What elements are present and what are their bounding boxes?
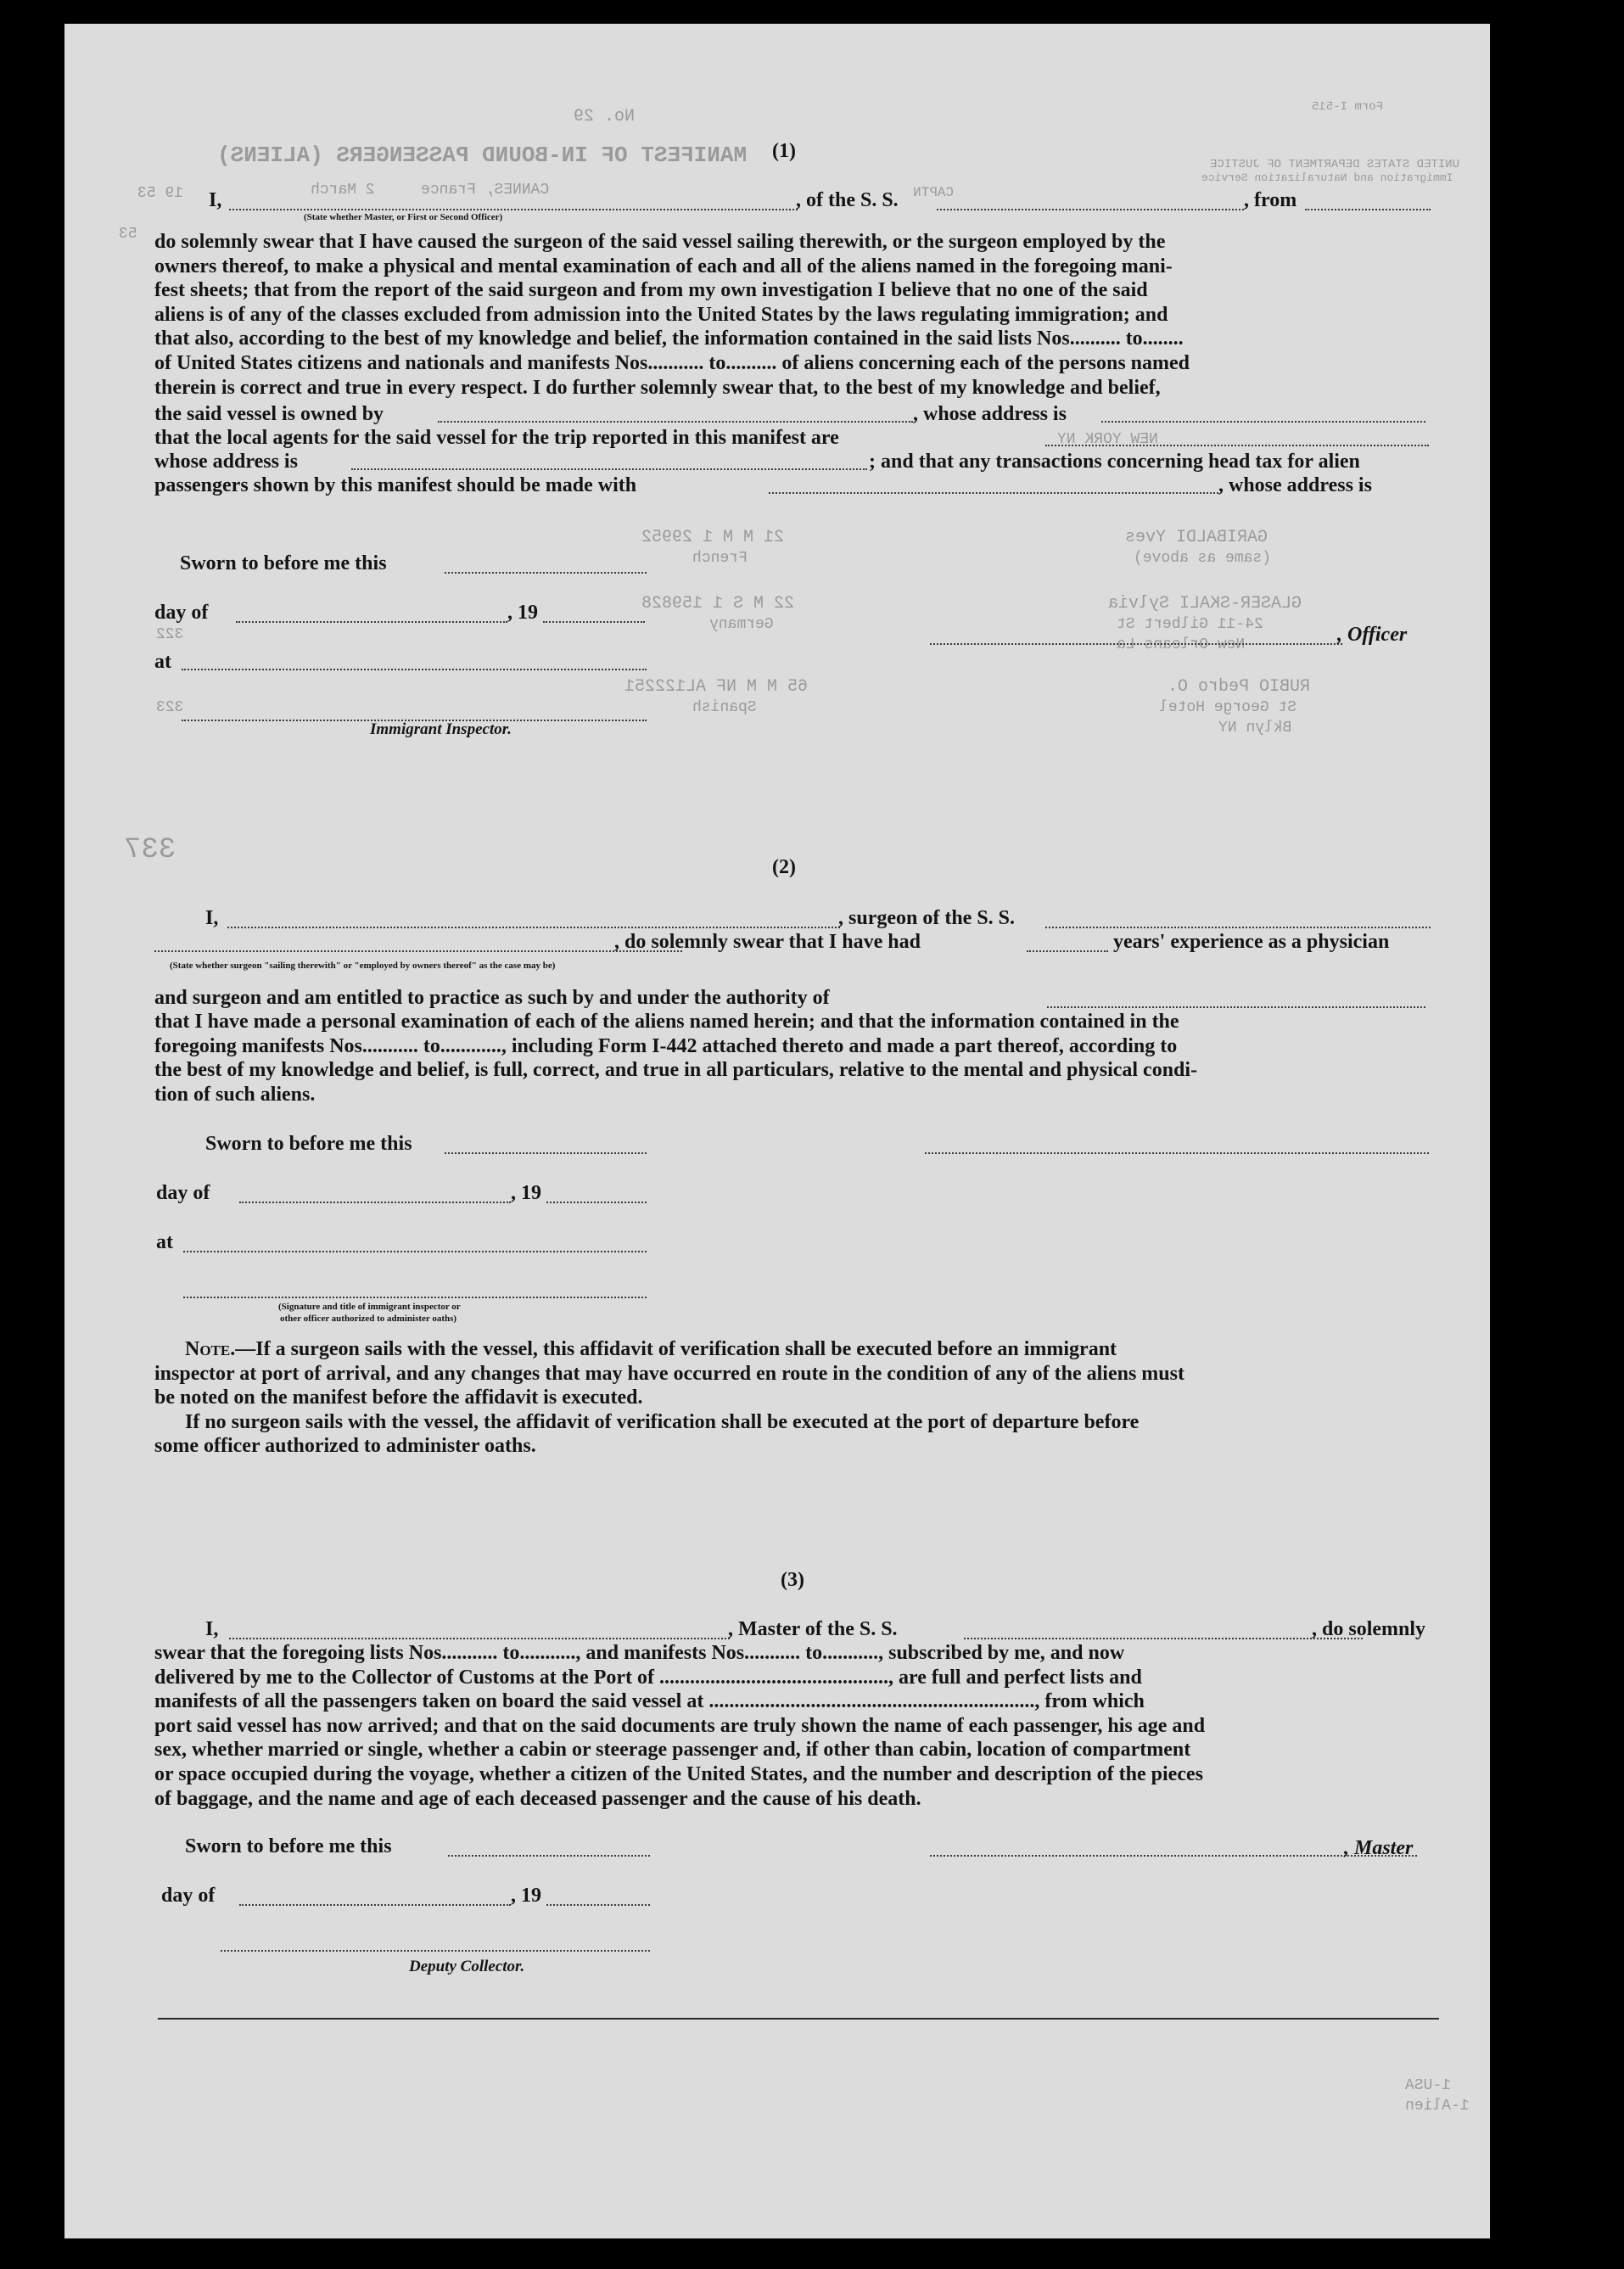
s1-at-blank [182, 669, 647, 670]
s3-line: or space occupied during the voyage, whether a citizen of the United States, and the number and description of the pieces [154, 1762, 1203, 1785]
s1-line: that also, according to the best of my knowledge and belief, the information contained in the said lists Nos.......... to........ [154, 328, 1184, 350]
s2-line: that I have made a personal examination of each of the aliens named herein; and that the information contained in the [154, 1011, 1179, 1033]
bleed-row: 22 M S 1 159828 [641, 594, 795, 613]
s1-year-blank [543, 621, 645, 623]
s2-note-line: inspector at port of arrival, and any changes that may have occurred en route in the condition of any of the aliens must [154, 1362, 1184, 1385]
s1-vessel-blank [937, 209, 1244, 210]
s2-year-label: , 19 [511, 1182, 541, 1204]
bleed-header: UNITED STATES DEPARTMENT OF JUSTICE [1210, 158, 1460, 171]
s1-at-label: at [154, 651, 171, 673]
s3-year-blank [546, 1904, 650, 1906]
s1-year-label: , 19 [507, 602, 538, 624]
s2-years-blank [1027, 950, 1108, 952]
s1-from-blank [1305, 209, 1431, 210]
bleed-row: RUBIO Pedro O. [1168, 677, 1311, 697]
s2-day-blank [239, 1202, 511, 1203]
bleed-row: New Orleans La [1117, 636, 1246, 653]
s2-line: foregoing manifests Nos........... to............, including Form I-442 attached thereto and made a part thereof, according to [154, 1034, 1178, 1057]
bleed-row: Germany [709, 616, 774, 633]
punch-hole [1498, 2143, 1543, 2193]
s1-day-of-label: day of [154, 602, 209, 624]
bleed-row: 65 M M NF AL122251 [624, 677, 809, 697]
s3-master-name-blank [229, 1638, 730, 1639]
s2-at-label: at [156, 1231, 173, 1253]
s1-agents-label: that the local agents for the said vessel for the trip reported in this manifest are [154, 427, 839, 449]
s3-day-blank [239, 1904, 511, 1906]
bleed-row: GARIBALDI Yves [1125, 528, 1268, 547]
s3-line: port said vessel has now arrived; and that on the said documents are truly shown the name of each passenger, his age and [154, 1714, 1206, 1737]
s2-authority-blank [1047, 1006, 1425, 1008]
s3-sworn-blank [448, 1855, 650, 1857]
s1-i-label: I, [209, 189, 222, 211]
s3-line: delivered by me to the Collector of Customs at the Port of ............................................., are full and perfect lists and [154, 1666, 1142, 1689]
s1-officer-label: , Officer [1337, 624, 1408, 646]
s2-year-blank [546, 1202, 647, 1203]
punch-hole [1498, 1499, 1543, 1548]
section-3-number: (3) [781, 1569, 804, 1591]
bleed-header: 2 March [311, 182, 375, 199]
s3-oath-paragraph [154, 1641, 1434, 1811]
s1-owner-address-label: , whose address is [913, 403, 1067, 425]
s1-head-tax-label: ; and that any transactions concerning head tax for alien [869, 451, 1360, 473]
s3-deputy-signature-blank [221, 1950, 650, 1952]
s3-day-of-label: day of [161, 1885, 216, 1907]
bleed-header: 53 [119, 226, 137, 243]
s2-signature-note: (Signature and title of immigrant inspector or [278, 1302, 461, 1312]
form-page [64, 24, 1490, 2238]
s1-line: aliens is of any of the classes excluded from admission into the United States by the laws regulating immigration; and [154, 303, 1168, 326]
s1-head-tax-blank [769, 492, 1218, 494]
s1-sworn-blank [445, 572, 647, 574]
bleed-row: 337 [124, 834, 176, 866]
bleed-row: 322 [156, 626, 184, 643]
s2-signature-blank [925, 1152, 1429, 1154]
bleed-header: CANNES, France [421, 182, 550, 199]
punch-hole [1498, 1127, 1543, 1176]
s1-line: therein is correct and true in every respect. I do further solemnly swear that, to the best of my knowledge and belief, [154, 376, 1161, 399]
s2-solemnly-label: , do solemnly swear that I have had [614, 931, 921, 953]
s1-passengers-address-label: , whose address is [1218, 474, 1372, 496]
s3-master-label: , Master [1344, 1837, 1414, 1859]
s1-of-ss-label: , of the S. S. [796, 189, 899, 211]
s3-line: swear that the foregoing lists Nos........... to..........., and manifests Nos........... to..........., subscribed by me, and now [154, 1642, 1125, 1664]
bleed-row: NEW YORK NY [1057, 431, 1158, 448]
s2-sailing-note: (State whether surgeon "sailing therewith" or "employed by owners thereof" as the case may be) [170, 961, 556, 971]
s2-at-blank [183, 1251, 647, 1252]
s2-signature-note: other officer authorized to administer oaths) [280, 1314, 457, 1324]
s2-inspector-signature-blank [183, 1297, 647, 1298]
s3-line: of baggage, and the name and age of each deceased passenger and the cause of his death. [154, 1787, 921, 1810]
s1-owner-blank [438, 421, 913, 423]
s2-surgeon-of-label: , surgeon of the S. S. [838, 907, 1016, 929]
s2-note-label: Note. [185, 1338, 236, 1360]
punch-hole [1498, 92, 1543, 141]
bleed-row: 323 [156, 699, 184, 716]
s2-authority-label: and surgeon and am entitled to practice as such by and under the authority of [154, 987, 830, 1009]
s3-line: manifests of all the passengers taken on board the said vessel at ................................................................, from which [154, 1690, 1145, 1713]
s2-no-surgeon-line: some officer authorized to administer oaths. [154, 1435, 536, 1458]
s1-officer-name-blank [229, 209, 798, 210]
bleed-header: Form I-515 [1312, 100, 1384, 114]
bleed-row: St George Hotel [1159, 699, 1297, 716]
s1-agents-blank [1045, 445, 1429, 446]
s1-day-blank [236, 621, 507, 623]
bleed-row: (same as above) [1134, 550, 1272, 567]
s3-master-of-label: , Master of the S. S. [728, 1618, 898, 1640]
s2-vessel-blank [1045, 927, 1431, 928]
s1-inspector-label: Immigrant Inspector. [370, 720, 512, 738]
s2-note-paragraph [154, 1337, 1434, 1459]
s2-note-text: —If a surgeon sails with the vessel, this affidavit of verification shall be executed before an immigrant [235, 1338, 1117, 1360]
s1-officer-signature-blank [930, 643, 1342, 645]
bleed-row: 1-USA [1405, 2077, 1452, 2094]
bleed-header: CAPTN [913, 185, 955, 200]
s1-officer-note: (State whether Master, or First or Second Officer) [304, 212, 503, 222]
s1-agents-address-blank [351, 468, 867, 470]
s2-surgeon-name-blank [227, 927, 840, 928]
punch-hole [1498, 748, 1543, 798]
s3-year-label: , 19 [511, 1885, 541, 1907]
s2-no-surgeon-line: If no surgeon sails with the vessel, the affidavit of verification shall be executed at the port of departure before [185, 1410, 1140, 1433]
bleed-row: Bklyn NY [1218, 720, 1292, 737]
bleed-header: Immigration and Naturalization Service [1201, 171, 1453, 184]
bleed-header: No. 29 [574, 107, 636, 126]
bleed-row: GLASER-SKALI Sylvia [1108, 594, 1302, 613]
bleed-row: 24-11 Gilbert St [1117, 616, 1263, 633]
section-1-number: (1) [772, 140, 796, 162]
s3-i-label: I, [205, 1618, 219, 1640]
s2-oath-paragraph [154, 1010, 1434, 1106]
s1-line: fest sheets; that from the report of the said surgeon and from my own investigation I believe that no one of the said [154, 279, 1148, 302]
s1-line: of United States citizens and nationals and manifests Nos........... to.......... of aliens concerning each of the persons named [154, 351, 1190, 374]
s3-deputy-label: Deputy Collector. [409, 1958, 525, 1975]
s1-owned-by-label: the said vessel is owned by [154, 403, 384, 425]
bleed-row: Spanish [692, 699, 757, 716]
punch-hole [1498, 1644, 1543, 1694]
punch-hole [1498, 614, 1543, 664]
s3-solemnly-label: , do solemnly [1312, 1618, 1426, 1640]
s1-from-label: , from [1244, 189, 1297, 211]
s1-line: do solemnly swear that I have caused the surgeon of the said vessel sailing therewith, or the surgeon employed by the [154, 231, 1166, 253]
bleed-row: 21 M M 1 29952 [641, 528, 785, 547]
s2-sworn-blank [445, 1152, 647, 1154]
punch-hole [1498, 1977, 1543, 2026]
s2-sailing-blank [154, 950, 682, 952]
s1-line: owners thereof, to make a physical and mental examination of each and all of the aliens named in the foregoing mani- [154, 255, 1173, 277]
s3-line: sex, whether married or single, whether a cabin or steerage passenger and, if other than cabin, location of compartment [154, 1739, 1191, 1762]
bleed-row: 1-Alien [1405, 2098, 1470, 2115]
s1-whose-label: whose address is [154, 451, 298, 473]
s2-sworn-label: Sworn to before me this [205, 1133, 412, 1155]
s2-line: the best of my knowledge and belief, is full, correct, and true in all particulars, relative to the mental and physical condi- [154, 1059, 1198, 1082]
s2-note-line [154, 1337, 1434, 1362]
s2-note-line: be noted on the manifest before the affidavit is executed. [154, 1387, 643, 1409]
s2-i-label: I, [205, 907, 219, 929]
s2-years-label: years' experience as a physician [1113, 931, 1390, 953]
s1-sworn-label: Sworn to before me this [180, 552, 387, 574]
section-2-number: (2) [772, 856, 796, 878]
bleed-header: MANIFEST OF IN-BOUND PASSENGERS (ALIENS) [217, 143, 748, 168]
s1-owner-address-blank [1101, 421, 1425, 423]
s1-oath-paragraph [154, 230, 1434, 400]
bleed-header: 19 53 [137, 185, 184, 202]
punch-hole [1498, 233, 1543, 282]
s1-passengers-label: passengers shown by this manifest should be made with [154, 474, 637, 496]
bottom-rule [158, 2018, 1439, 2020]
s2-line: tion of such aliens. [154, 1083, 316, 1106]
punch-hole [1498, 2035, 1543, 2084]
s3-sworn-label: Sworn to before me this [185, 1835, 392, 1857]
s3-vessel-blank [964, 1638, 1363, 1639]
bleed-row: French [692, 550, 748, 567]
s2-day-of-label: day of [156, 1182, 210, 1204]
